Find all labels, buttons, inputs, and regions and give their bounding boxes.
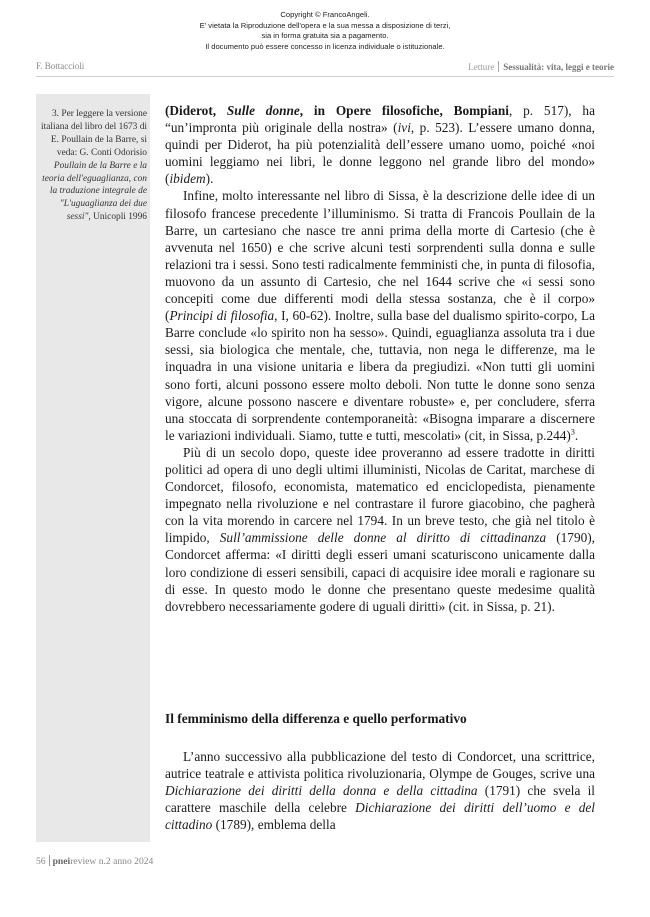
header-right: [468, 61, 614, 72]
copyright-line: sia in forma gratuita sia a pagamento.: [261, 31, 389, 40]
italic-text: Dichiarazione dei diritti della donna e della cittadina: [165, 783, 478, 799]
bold-text: (Diderot,: [165, 103, 227, 118]
copyright-line: Copyright © FrancoAngeli.: [280, 10, 370, 19]
paragraph-2: [165, 187, 595, 443]
text: .: [574, 427, 579, 443]
text: (1791) che svela il carattere maschile della celebre: [165, 783, 595, 816]
italic-text: Principi di filosofia: [169, 308, 275, 324]
header-title: Sessualità: vita, leggi e teorie: [503, 62, 614, 72]
body-text-2: [165, 748, 595, 833]
italic-text: ibidem: [169, 171, 206, 187]
copyright-notice: [0, 10, 650, 52]
header-rule: [36, 76, 614, 77]
page-footer: [36, 855, 153, 867]
text: , p. 517), ha “un’impronta più originale della nostra» (: [165, 103, 595, 136]
running-head: [36, 61, 614, 75]
text: ).: [205, 171, 214, 187]
text: Infine, molto interessante nel libro di Sissa, è la descrizione delle idee di un filosofo francese precedente l’illuminismo. Si tratta di Francois Poullain de la Barre, un cartesiano che nasce tre anni prima della morte di Cartesio (che è avvenuta nel 1650) e che scrive alcuni testi sorprendenti sulla donna e sulle relazioni tra i sessi. Sono testi radicalmente femministi che, in punta di filosofia, muovono da un assunto di Cartesio, che nel 1644 scrive che «i sessi sono concepiti come due differenti modi della stessa sostanza, che è il corpo» (: [165, 188, 595, 324]
footer-divider: [49, 855, 50, 866]
header-divider: [498, 61, 499, 72]
bold-citation: [165, 103, 509, 118]
header-author: F. Bottaccioli: [36, 61, 85, 71]
paragraph-3: [165, 444, 595, 615]
body-text: [165, 102, 595, 615]
text: Più di un secolo dopo, queste idee proveranno ad essere tradotte in diritti politici ad opera di uno degli ultimi illuministi, Nicolas de Caritat, marchese di Condorcet, filosofo, economista, matematico ed enciclopedista, pienamente impegnato nella rivoluzione e nel contrastare il furore giacobino, che pagherà con la vita morendo in carcere nel 1794. In un breve testo, che già nel titolo è limpido,: [165, 444, 595, 546]
copyright-line: Il documento può essere concesso in licenza individuale o istituzionale.: [205, 41, 445, 51]
footnote-number: 3.: [51, 109, 60, 119]
italic-text: ivi: [397, 120, 411, 136]
journal-name: pnei: [52, 856, 71, 867]
copyright-line: E' vietata la Riproduzione dell'opera e la sua messa a disposizione di terzi,: [199, 20, 451, 30]
journal-issue: review n.2 anno 2024: [70, 856, 154, 867]
paragraph-4: [165, 748, 595, 833]
italic-text: Sull’ammissione delle donne al diritto di cittadinanza: [219, 530, 547, 546]
header-section: Letture: [468, 62, 495, 72]
page-number: 56: [36, 856, 46, 867]
text: , I, 60-62). Inoltre, sulla base del dualismo spirito-corpo, La Barre conclude «lo spirito non ha sesso». Quindi, eguaglianza assoluta tra i due sessi, sia biologica che mentale, che, tuttavia, non nega le differenze, ma le inquadra in una visione unitaria e libera da pregiudizi. «Non tutti gli uomini sono forti, alcuni possono essere molto deboli. Non tutte le donne sono senza vigore, alcune possono nascere e diventare robuste» e, per concludere, sferra una stoccata di sorprendente contemporaneità: «Bisogna imparare a discernere le variazioni individuali. Siamo, tutte e tutti, mescolati» (cit, in Sissa, p.244): [165, 308, 595, 443]
text: (1789), emblema della: [212, 817, 336, 833]
text: , p. 523). L’essere umano donna, quindi per Diderot, ha più potenzialità dell’essere umano uomo, poiché «noi uomini leggiamo nei libri, le donne leggono nel grande libro del mondo» (: [165, 120, 595, 187]
text: (1790), Condorcet afferma: «I diritti degli esseri umani scaturiscono unicamente dalla loro condizione di esseri sensibili, capaci di acquisire idee morali e ragionare su di esse. In questo modo le donne che presentano queste medesime qualità dovrebbero necessariamente godere di uguali diritti» (cit. in Sissa, p. 21).: [165, 530, 595, 614]
footnote-text: , Unicopli 1996: [88, 212, 147, 223]
italic-text: Dichiarazione dei diritti dell’uomo e del cittadino: [165, 800, 595, 833]
section-heading: Il femminismo della differenza e quello performativo: [165, 711, 467, 726]
bold-text: , in Opere filosofiche, Bompiani: [299, 103, 510, 118]
paragraph-1: [165, 102, 595, 187]
footnote-ref[interactable]: 3: [570, 427, 575, 437]
text: L’anno successivo alla pubblicazione del testo di Condorcet, una scrittrice, autrice teatrale e attivista politica rivoluzionaria, Olympe de Gouges, scrive una: [165, 749, 595, 782]
footnote-3: [38, 108, 147, 224]
footnote-title: Poullain de la Barre e la teoria dell'eguaglianza, con la traduzione integrale de "L'uguaglianza dei due sessi": [42, 160, 147, 223]
bold-italic-title: Sulle donne: [226, 103, 300, 118]
footnote-text: Per leggere la versione italiana del libro del 1673 di E. Poullain de la Barre, si veda: G. Conti Odorisio: [41, 109, 147, 158]
